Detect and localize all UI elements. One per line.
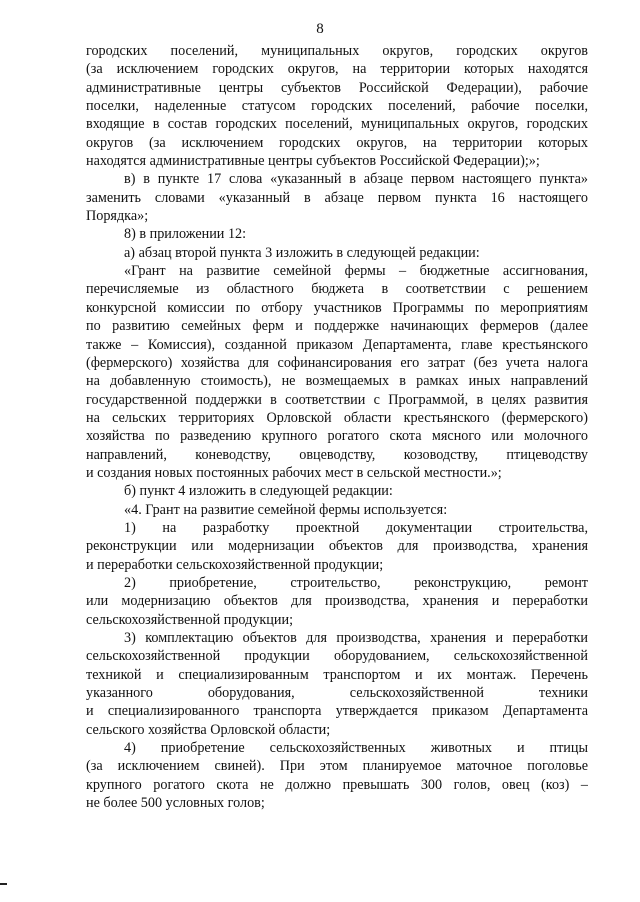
text-line: находятся административные центры субъектов Российской Федерации);»; — [86, 153, 540, 170]
text-line: и создания новых постоянных рабочих мест в сельской местности.»; — [86, 464, 502, 481]
text-line: административные центры субъектов Российской Федерации), рабочие — [86, 79, 588, 96]
text-line: на добавленную стоимость), не возмещаемых в рамках иных направлений — [86, 373, 588, 390]
text-line: 3) комплектацию объектов для производства, хранения и переработки — [124, 630, 588, 646]
text-line: городских поселений, муниципальных округов, городских округов — [86, 43, 588, 59]
text-line: сельскохозяйственной продукции; — [86, 611, 294, 628]
text-line: поселки, наделенные статусом городских поселений, рабочие поселки, — [86, 98, 588, 115]
text-line: сельскохозяйственной продукции оборудованием, сельскохозяйственной — [86, 648, 588, 665]
text-line: на сельских территориях Орловской области крестьянского (фермерского) — [86, 409, 588, 426]
text-line: государственной поддержки в соответствии с Программой, в целях развития — [86, 391, 588, 408]
text-line: б) пункт 4 изложить в следующей редакции: — [124, 483, 393, 500]
text-line: конкурсной комиссии по отбору участников Программы по мероприятиям — [86, 299, 588, 316]
text-line: заменить словами «указанный в абзаце первом пункта 16 настоящего — [86, 189, 588, 206]
text-line: не более 500 условных голов; — [86, 795, 265, 812]
text-line: указанного оборудования, сельскохозяйственной техники — [86, 685, 588, 702]
text-line: или модернизацию объектов для производства, хранения и переработки — [86, 593, 588, 610]
text-line: входящие в состав городских поселений, муниципальных округов, городских — [86, 116, 588, 133]
text-line: Порядка»; — [86, 208, 149, 225]
text-line: хозяйства по разведению крупного рогатого скота мясного или молочного — [86, 428, 588, 445]
text-line: 8) в приложении 12: — [124, 226, 247, 243]
text-line: округов (за исключением городских округов, на территории которых — [86, 134, 588, 151]
text-line: крупного рогатого скота не должно превышать 300 голов, овец (коз) – — [86, 776, 588, 793]
text-line: 2) приобретение, строительство, реконструкцию, ремонт — [124, 574, 588, 591]
text-line: направлений, коневодству, овцеводству, козоводству, птицеводству — [86, 446, 588, 463]
text-line: перечисляемые из областного бюджета в соответствии с решением — [86, 281, 588, 298]
text-line: (фермерского) хозяйства для софинансирования его затрат (без учета налога — [86, 354, 588, 371]
text-line: а) абзац второй пункта 3 изложить в следующей редакции: — [124, 244, 480, 261]
document-body — [86, 42, 588, 812]
text-line: 4) приобретение сельскохозяйственных животных и птицы — [124, 740, 588, 757]
text-line: в) в пункте 17 слова «указанный в абзаце первом настоящего пункта» — [124, 171, 588, 188]
text-line: по развитию семейных ферм и поддержке начинающих фермеров (далее — [86, 318, 588, 335]
text-line: также – Комиссия), созданной приказом Департамента, главе крестьянского — [86, 336, 588, 353]
text-line: «Грант на развитие семейной фермы – бюджетные ассигнования, — [124, 263, 588, 280]
text-line: 1) на разработку проектной документации строительства, — [124, 519, 588, 536]
text-line: «4. Грант на развитие семейной фермы используется: — [124, 501, 448, 518]
text-line: сельского хозяйства Орловской области; — [86, 721, 331, 738]
text-line: техникой и специализированным транспортом и их монтаж. Перечень — [86, 666, 588, 683]
page-number: 8 — [316, 21, 324, 37]
text-line: реконструкции или модернизации объектов для производства, хранения — [86, 538, 588, 555]
text-line: и переработки сельскохозяйственной продукции; — [86, 556, 384, 573]
text-line: (за исключением городских округов, на территории которых находятся — [86, 61, 588, 78]
text-line: и специализированного транспорта утверждается приказом Департамента — [86, 703, 588, 720]
text-line: (за исключением свиней). При этом планируемое маточное поголовье — [86, 758, 588, 775]
scan-edge-mark — [0, 883, 7, 885]
